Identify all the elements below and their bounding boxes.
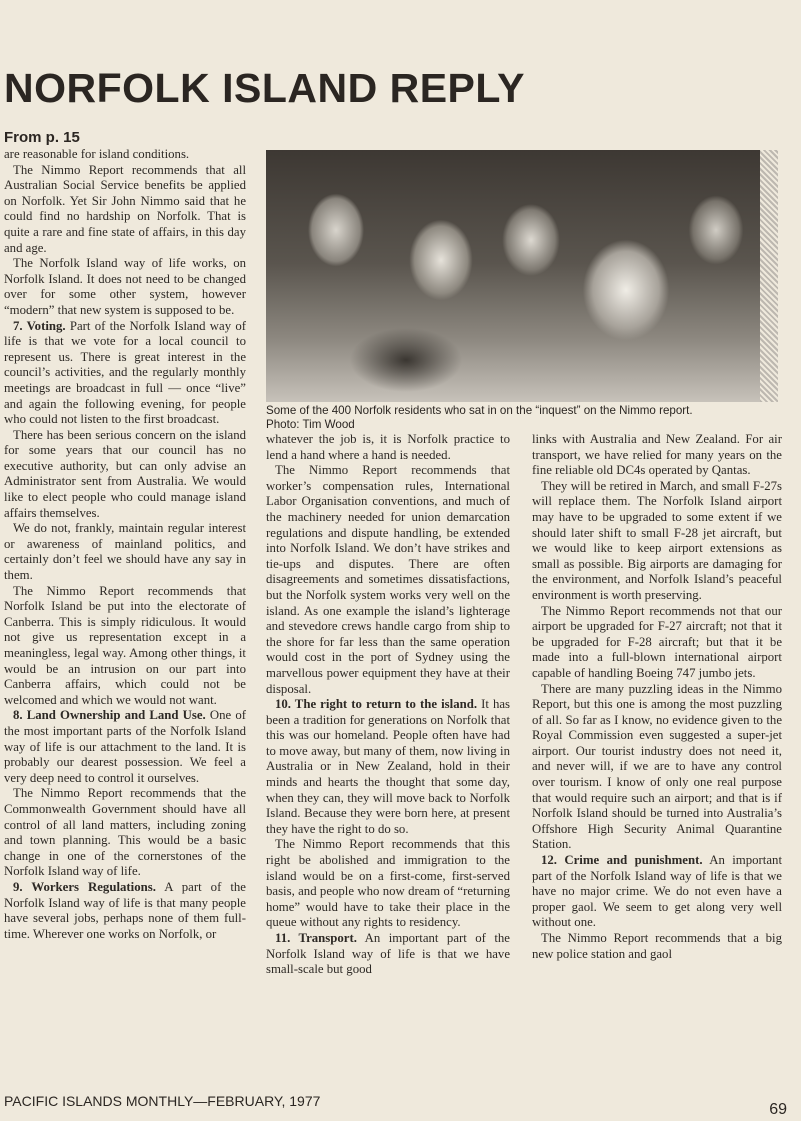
headline: NORFOLK ISLAND REPLY (4, 65, 526, 111)
paragraph (4, 319, 246, 428)
paragraph (4, 708, 246, 786)
page-number: 69 (769, 1101, 787, 1118)
paragraph (266, 463, 510, 697)
section-heading: 11. Transport. (275, 931, 357, 945)
paragraph-text: The Nimmo Report recommends that worker’s compensation rules, International Labor Organisation conventions, and much of the machinery needed for union demarcation regulations and dispute handling, be extended into Norfolk Island. We don’t have strikes and tie-ups and disputes. There are often disagreements and sometimes dissatisfactions, but the Norfolk system works very well on the island. As one example the island’s lighterage and stevedore crews handle cargo from ship to the shore for far less than the same operation would cost in the port of Sydney using the marvellous power equipment they have at their disposal. (266, 463, 510, 696)
paragraph-text: links with Australia and New Zealand. For air transport, we have relied for many years on the fine reliable old DC4s operated by Qantas. (532, 432, 782, 478)
paragraph-text: The Nimmo Report recommends that this right be abolished and immigration to the island would be on a first-come, first-served basis, and people who now dream of “returning home” would have to take their place in the queue without any rights to residency. (266, 837, 510, 930)
paragraph-text: The Nimmo Report recommends that Norfolk Island be put into the electorate of Canberra. This is simply ridiculous. It would not give us representation except in a meaningless, legal way. Among other things, it would be an intrusion on our part into Canberra affairs, which could not be welcomed and which we would not want. (4, 583, 246, 707)
paragraph (4, 163, 246, 257)
paragraph-text: There has been serious concern on the island for some years that our council has no executive authority, but can only advise an Administrator sent from Australia. We would like to elect people who could manage island affairs themselves. (4, 427, 246, 520)
photo-credit: Photo: Tim Wood (266, 417, 355, 431)
paragraph (4, 256, 246, 318)
article-column-1 (4, 147, 246, 1090)
paragraph-text: The Nimmo Report recommends that a big new police station and gaol (532, 931, 782, 961)
article-column-2 (266, 432, 510, 1092)
paragraph-text: A part of the Norfolk Island way of life is that many people have several jobs, perhaps none of them full-time. Wherever one works on Norfolk, or (4, 879, 246, 941)
section-heading: 12. Crime and punishment. (541, 853, 703, 868)
paragraph-text: We do not, frankly, maintain regular interest or awareness of mainland politics, and certainly don’t feel we should have any say in them. (4, 521, 246, 583)
section-heading: 9. Workers Regulations. (13, 879, 156, 894)
paragraph-text: The Nimmo Report recommends not that our airport be upgraded for F-27 aircraft; not that it be upgraded for F-28 aircraft; but that it be made into a full-blown international airport capable of handling Boeing 747 jumbo jets. (532, 603, 782, 680)
paragraph-text: The Nimmo Report recommends that the Commonwealth Government should have all control of all land matters, including zoning and town planning. This would be a basic change in one of the cornerstones of the Norfolk Island way of life. (4, 786, 246, 879)
section-heading: 7. Voting. (13, 318, 66, 333)
publication-footer: PACIFIC ISLANDS MONTHLY—FEBRUARY, 1977 (4, 1093, 321, 1109)
paragraph-text: Part of the Norfolk Island way of life is that we vote for a local council to represent us. There is great interest in the council’s activities, and the regularly monthly meetings are broadcast in full — once “live” and again the following evening, for people who could not listen to the first broadcast. (4, 318, 246, 427)
section-heading: 10. The right to return to the island. (275, 697, 478, 712)
paragraph-text: An important part of the Norfolk Island way of life is that we have no major crime. We do not even have a proper gaol. We seem to get along very well without one. (532, 853, 782, 930)
paragraph (532, 931, 782, 962)
paragraph (266, 697, 510, 837)
paragraph (532, 853, 782, 931)
paragraph (266, 837, 510, 931)
paragraph-text: It has been a tradition for generations on Norfolk that this was our homeland. People often have had to move away, but many of them, now living in Australia or in New Zealand, hold in their minds and hearts the thought that some day, when they can, they will move back to Norfolk Island. Because they were born here, at present they have the right to do so. (266, 697, 510, 836)
paragraph (4, 147, 246, 163)
paragraph (532, 604, 782, 682)
article-column-3 (532, 432, 782, 1092)
paragraph-text: The Nimmo Report recommends that all Australian Social Service benefits be applied on Norfolk. Yet Sir John Nimmo said that he could find no hardship on Norfolk. That is quite a rare and fine state of affairs, in this day and age. (4, 162, 246, 255)
paragraph (266, 931, 510, 978)
photo-caption-text: Some of the 400 Norfolk residents who sat in on the “inquest” on the Nimmo report. (266, 404, 693, 417)
paragraph-text: There are many puzzling ideas in the Nimmo Report, but this one is among the most puzzling of all. So far as I know, no evidence given to the Royal Commission even suggested a super-jet airport. Our tourist industry does not need it, and never will, if we are to have any control over tourism. I know of only one real purpose that would require such an airport; and that is if Norfolk Island should be turned into Australia’s Offshore High Security Animal Quarantine Station. (532, 681, 782, 852)
paragraph (532, 682, 782, 854)
paragraph (4, 584, 246, 709)
paragraph (532, 432, 782, 479)
paragraph (4, 428, 246, 522)
photo-caption (266, 404, 796, 431)
continued-from-label: From p. 15 (4, 129, 80, 146)
paragraph-text: whatever the job is, it is Norfolk practice to lend a hand where a hand is needed. (266, 432, 510, 462)
paragraph-text: are reasonable for island conditions. (4, 147, 190, 161)
paragraph-text: An important part of the Norfolk Island way of life is that we have small-scale but good (266, 931, 510, 977)
paragraph (532, 479, 782, 604)
residents-photo (266, 150, 778, 402)
paragraph (266, 432, 510, 463)
section-heading: 8. Land Ownership and Land Use. (13, 708, 206, 723)
paragraph (4, 786, 246, 880)
paragraph (4, 880, 246, 942)
paragraph-text: The Norfolk Island way of life works, on Norfolk Island. It does not need to be changed over for some other system, however “modern” that new system is supposed to be. (4, 256, 246, 317)
paragraph (4, 521, 246, 583)
paragraph-text: They will be retired in March, and small F-27s will replace them. The Norfolk Island airport may have to be upgraded to some extent if we should later shift to small F-28 jet aircraft, but we would like to keep airport extensions as small as possible. Big airports are damaging for the environment, and Norfolk Island’s peaceful environment is worth preserving. (532, 478, 782, 602)
paragraph-text: One of the most important parts of the Norfolk Island way of life is our attachment to the land. It is probably our dearest possession. We feel a very deep need to control it ourselves. (4, 708, 246, 785)
